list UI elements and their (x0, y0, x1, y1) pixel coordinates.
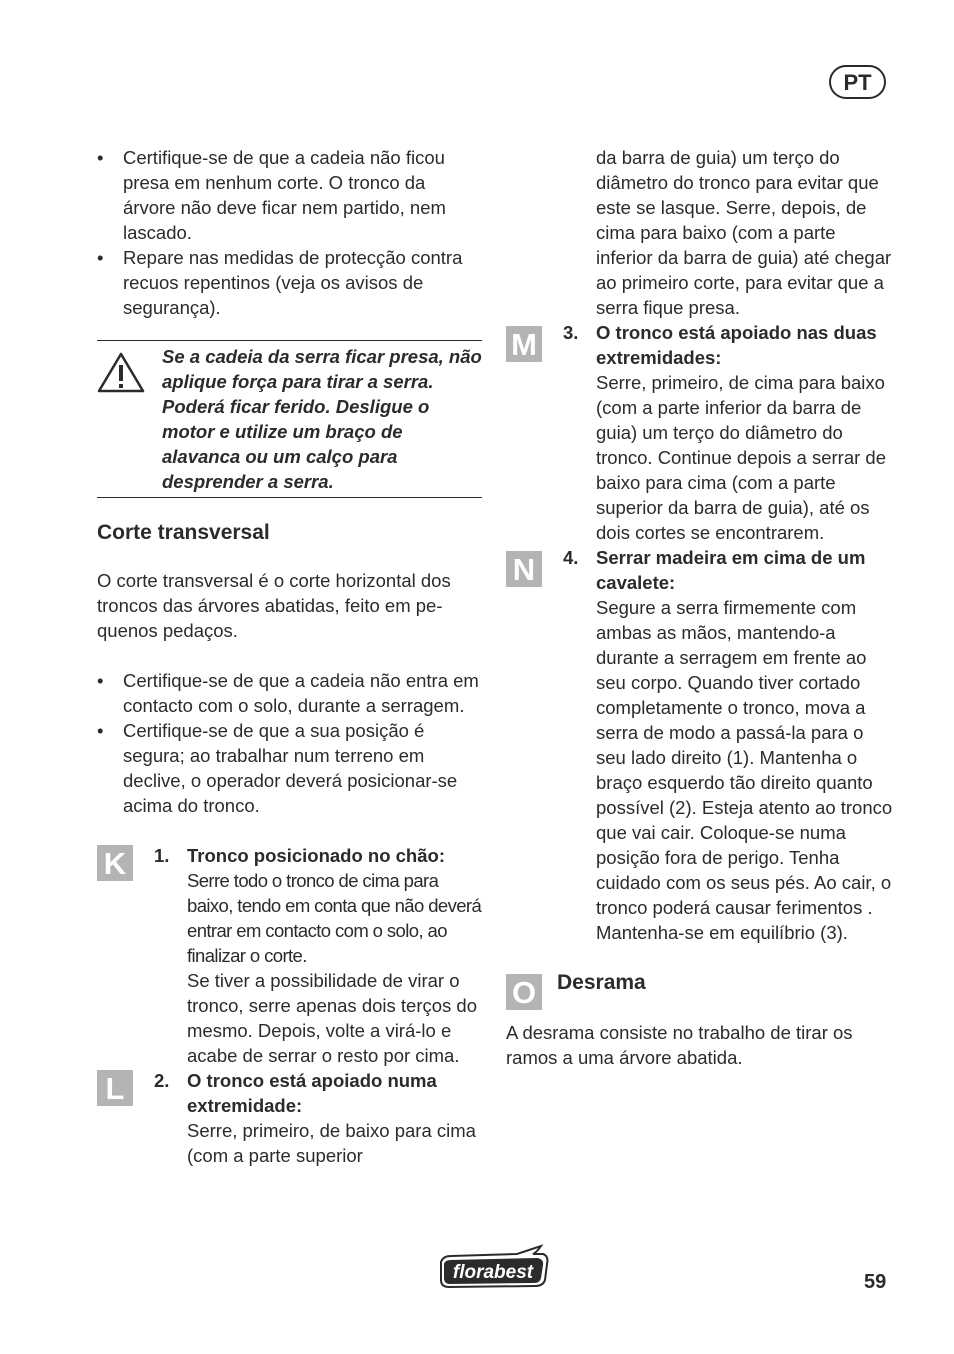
florabest-logo (437, 1244, 551, 1290)
page-number: 59 (864, 1271, 887, 1293)
step-4 (506, 545, 896, 945)
section-title: Corte transversal (97, 521, 270, 544)
list-item: • Repare nas medidas de protecção contra recuos repentinos (veja os avisos de segurança). (97, 245, 482, 320)
language-badge: PT (829, 65, 886, 99)
precaution-list (97, 145, 482, 320)
section-title: Desrama (557, 971, 646, 994)
warning-text: Se a cadeia da serra ficar presa, não aplique força para tirar a serra. Poderá ficar ferido. Desligue o motor e utilize um braço de alavanca ou um calço para desprender a serra. (162, 346, 482, 492)
step-text: Se tiver a possibilidade de virar o tronco, serre apenas dois terços do mesmo. Depois, volte a virá-lo e acabe de serrar o resto por cima. (187, 970, 477, 1066)
step-title: Serrar madeira em cima de um cavalete: (596, 547, 866, 593)
step-text: Serre, primeiro, de baixo para cima (com a parte superior (187, 1120, 476, 1166)
list-item: • Certifique-se de que a cadeia não entra em contacto com o solo, durante a serragem. (97, 668, 482, 718)
list-item: • Certifique-se de que a cadeia não ficou presa em nenhum corte. O tronco da árvore não deve ficar nem partido, nem lascado. (97, 145, 482, 245)
step-number: 4. (563, 547, 579, 568)
intro-paragraph: O corte transversal é o corte horizontal dos troncos das árvores abatidas, feito em pe-quenos pedaços. (97, 570, 451, 641)
figure-n-label: N (506, 551, 542, 587)
step-2 (97, 1068, 482, 1168)
step-number: 2. (154, 1070, 170, 1091)
brand-name: florabest (452, 1262, 534, 1283)
list-item: • Certifique-se de que a sua posição é segura; ao trabalhar num terreno em declive, o operador deverá posicionar-se acima do tronco. (97, 718, 482, 818)
figure-m-label: M (506, 326, 542, 362)
desrama-heading (506, 970, 896, 1020)
step-3 (506, 320, 896, 545)
step-2-continuation: da barra de guia) um terço do diâmetro do tronco para evitar que este se lasque. Serre, depois, de cima para baixo (com a parte inferior da barra de guia) até chegar ao primeiro corte, para evitar que a serra fique presa. (596, 147, 892, 318)
desrama-paragraph: A desrama consiste no trabalho de tirar os ramos a uma árvore abatida. (506, 1022, 853, 1068)
warning-triangle-icon (97, 351, 145, 393)
step-number: 1. (154, 845, 170, 866)
figure-l-label: L (97, 1070, 133, 1106)
step-text: Serre, primeiro, de cima para baixo (com a parte inferior da barra de guia) um terço do diâmetro do tronco. Continue depois a serrar de baixo para cima (com a parte superior da barra de guia), até os dois cortes se encontrarem. (596, 372, 887, 543)
step-1 (97, 843, 482, 1068)
left-column (97, 145, 482, 1168)
right-column (506, 145, 896, 1070)
step-title: O tronco está apoiado nas duas extremidades: (596, 322, 877, 368)
step-number: 3. (563, 322, 579, 343)
figure-o-label: O (506, 974, 542, 1010)
step-title: O tronco está apoiado numa extremidade: (187, 1070, 437, 1116)
warning-box (97, 340, 482, 498)
step-title: Tronco posicionado no chão: (187, 845, 445, 866)
figure-k-label: K (97, 845, 133, 881)
safety-list (97, 668, 482, 818)
step-text: Segure a serra firmemente com ambas as mãos, mantendo-a durante a serragem em frente ao seu corpo. Quando tiver cortado completamente o tronco, mova a serra de modo a passá-la para o seu lado direito (1). Mantenha o braço esquerdo tão direito quanto possível (2). Esteja atento ao tronco que vai cair. Coloque-se numa posição fora de perigo. Tenha cuidado com os seus pés. Ao cair, o tronco poderá causar ferimentos . Mantenha-se em equilíbrio (3). (596, 597, 893, 943)
step-text: Serre todo o tronco de cima para baixo, tendo em conta que não deverá entrar em contacto com o solo, ao finalizar o corte. (187, 870, 482, 966)
